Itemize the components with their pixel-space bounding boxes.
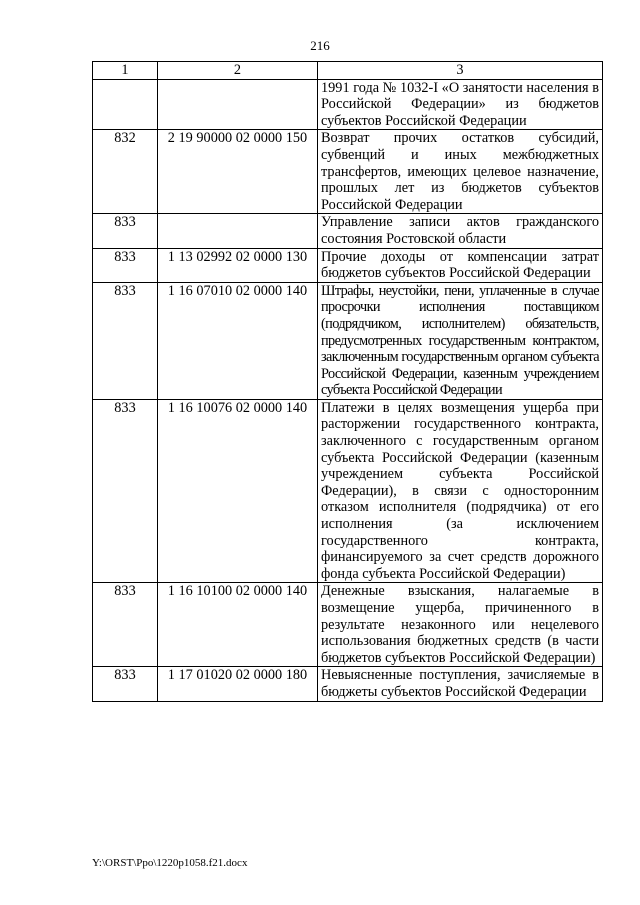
description-cell: Денежные взыскания, налагаемые в возмещение ущерба, причиненного в результате незаконного или нецелевого использования бюджетных средств (в части бюджетов субъектов Российской Федерации) [318, 583, 603, 667]
income-code-cell: 1 16 10076 02 0000 140 [158, 399, 318, 583]
table-row [93, 399, 603, 583]
table-row [93, 79, 603, 130]
description-cell: Возврат прочих остатков субсидий, субвенций и иных межбюджетных трансфертов, имеющих целевое назначение, прошлых лет из бюджетов субъектов Российской Федерации [318, 130, 603, 214]
description-cell: Штрафы, неустойки, пени, уплаченные в случае просрочки исполнения поставщиком (подрядчиком, исполнителем) обязательств, предусмотренных государственным контрактом, заключенным государственным органом субъекта Российской Федерации, казенным учреждением субъекта Российской Федерации [318, 282, 603, 399]
column-header-1: 1 [93, 62, 158, 80]
income-code-cell: 2 19 90000 02 0000 150 [158, 130, 318, 214]
admin-code-cell: 833 [93, 282, 158, 399]
admin-code-cell: 832 [93, 130, 158, 214]
table-row [93, 282, 603, 399]
income-code-cell [158, 214, 318, 248]
income-code-cell: 1 16 10100 02 0000 140 [158, 583, 318, 667]
admin-code-cell: 833 [93, 399, 158, 583]
table-row [93, 583, 603, 667]
budget-table [92, 61, 603, 702]
table-row [93, 248, 603, 282]
income-code-cell: 1 16 07010 02 0000 140 [158, 282, 318, 399]
table-row [93, 214, 603, 248]
description-cell: Платежи в целях возмещения ущерба при расторжении государственного контракта, заключенного с государственным органом субъекта Российской Федерации (казенным учреждением субъекта Российской Федерации), в связи с односторонним отказом исполнителя (подрядчика) от его исполнения (за исключением государственного контракта, финансируемого за счет средств дорожного фонда субъекта Российской Федерации) [318, 399, 603, 583]
admin-code-cell: 833 [93, 248, 158, 282]
table-row [93, 130, 603, 214]
income-code-cell [158, 79, 318, 130]
admin-code-cell [93, 79, 158, 130]
description-cell: Управление записи актов гражданского состояния Ростовской области [318, 214, 603, 248]
income-code-cell: 1 13 02992 02 0000 130 [158, 248, 318, 282]
description-cell: 1991 года № 1032-I «О занятости населения в Российской Федерации» из бюджетов субъектов Российской Федерации [318, 79, 603, 130]
description-cell: Прочие доходы от компенсации затрат бюджетов субъектов Российской Федерации [318, 248, 603, 282]
admin-code-cell: 833 [93, 214, 158, 248]
admin-code-cell: 833 [93, 667, 158, 701]
table-header-row [93, 62, 603, 80]
income-code-cell: 1 17 01020 02 0000 180 [158, 667, 318, 701]
description-cell: Невыясненные поступления, зачисляемые в бюджеты субъектов Российской Федерации [318, 667, 603, 701]
column-header-3: 3 [318, 62, 603, 80]
column-header-2: 2 [158, 62, 318, 80]
table-row [93, 667, 603, 701]
admin-code-cell: 833 [93, 583, 158, 667]
file-path-footer: Y:\ORST\Ppo\1220p1058.f21.docx [92, 857, 248, 869]
page-number: 216 [310, 38, 330, 53]
